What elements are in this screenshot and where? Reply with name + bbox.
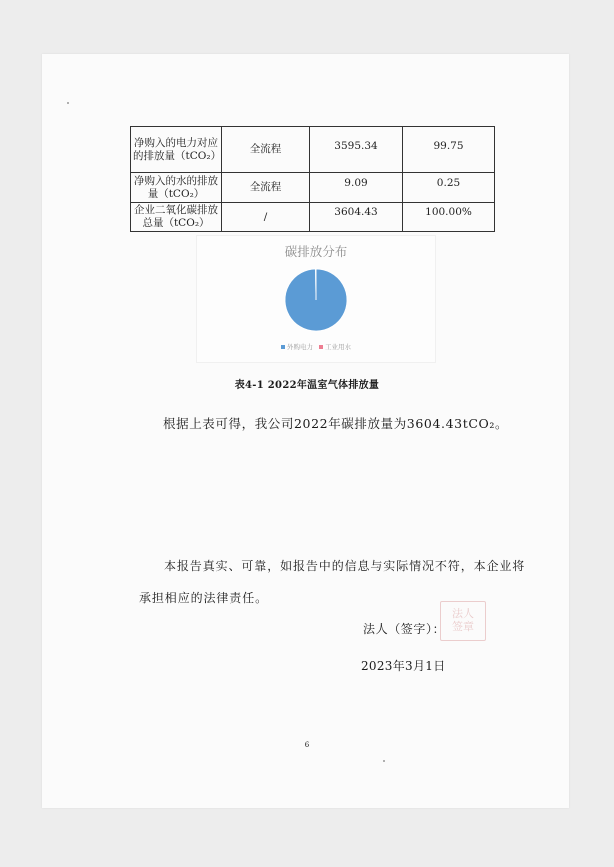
legend-swatch	[281, 345, 285, 349]
legend-item	[281, 343, 313, 351]
row-share: 100.00%	[403, 203, 495, 232]
pie-chart	[196, 235, 436, 363]
table-row	[131, 127, 495, 173]
row-share: 99.75	[403, 127, 495, 173]
signing-date: 2023年3月1日	[361, 659, 446, 673]
signature-label: 法人（签字）：	[363, 622, 446, 636]
table-row	[131, 173, 495, 203]
row-scope: /	[222, 203, 310, 232]
row-scope: 全流程	[222, 127, 310, 173]
emissions-table	[130, 126, 495, 232]
signature-seal: 法人 签章	[440, 601, 486, 641]
legend-swatch	[319, 345, 323, 349]
row-name: 企业二氧化碳排放总量（tCO₂）	[131, 203, 222, 232]
row-share: 0.25	[403, 173, 495, 203]
legend-label: 工业用水	[325, 343, 351, 351]
table-caption: 表4-1 2022年温室气体排放量	[234, 380, 380, 391]
statement-line-1: 本报告真实、可靠，如报告中的信息与实际情况不符，本企业将	[164, 559, 526, 573]
legend-item	[319, 343, 351, 351]
row-name: 净购入的电力对应的排放量（tCO₂）	[131, 127, 222, 173]
row-scope: 全流程	[222, 173, 310, 203]
row-name: 净购入的水的排放量（tCO₂）	[131, 173, 222, 203]
scan-speck	[67, 102, 69, 104]
row-value: 3604.43	[310, 203, 403, 232]
legend-label: 外购电力	[287, 343, 313, 351]
summary-paragraph: 根据上表可得，我公司2022年碳排放量为3604.43tCO₂。	[163, 416, 509, 431]
row-value: 3595.34	[310, 127, 403, 173]
row-value: 9.09	[310, 173, 403, 203]
scan-speck	[383, 760, 385, 762]
chart-legend	[197, 342, 435, 351]
statement-line-2: 承担相应的法律责任。	[139, 591, 269, 605]
page-number: 6	[304, 741, 310, 749]
table-row	[131, 203, 495, 232]
chart-title: 碳排放分布	[284, 244, 348, 259]
